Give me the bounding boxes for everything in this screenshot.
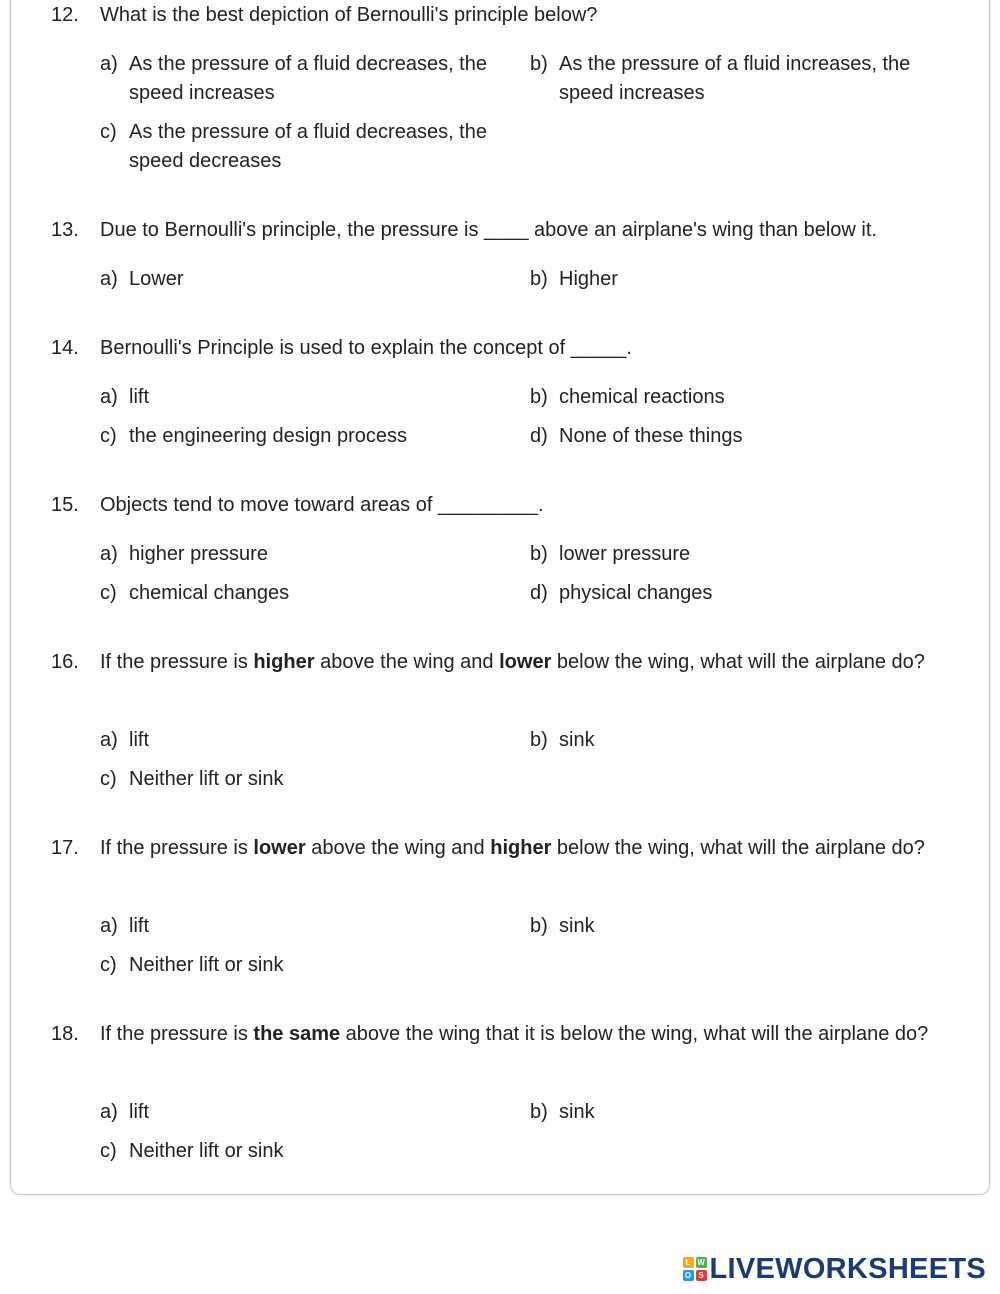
question-number: 17. (51, 837, 79, 859)
option-text: chemical changes (129, 582, 290, 604)
option-letter: b) (530, 268, 548, 290)
option-text: physical changes (559, 582, 713, 604)
option-text: sink (559, 729, 595, 751)
option-text: lift (129, 1101, 149, 1123)
question-text: Objects tend to move toward areas of _________. (100, 494, 544, 516)
option-letter: b) (530, 386, 548, 408)
option-letter: c) (100, 425, 117, 447)
option-text: chemical reactions (559, 386, 725, 408)
liveworksheets-logo-icon: L W O S (683, 1257, 707, 1281)
question-number: 18. (51, 1023, 79, 1045)
option-text: higher pressure (129, 543, 268, 565)
option-text: Neither lift or sink (129, 954, 284, 976)
option-text: lift (129, 729, 149, 751)
question-text: Bernoulli's Principle is used to explain the concept of _____. (100, 337, 632, 359)
question-text: If the pressure is higher above the wing and lower below the wing, what will the airplane do? (100, 651, 925, 673)
option-text: the engineering design process (129, 425, 407, 447)
option-text: lower pressure (559, 543, 691, 565)
option-letter: a) (100, 729, 118, 751)
option-letter: a) (100, 386, 118, 408)
question-number: 15. (51, 494, 79, 516)
option-letter: c) (100, 1140, 117, 1162)
option-text: sink (559, 1101, 595, 1123)
option-letter: b) (530, 1101, 548, 1123)
question-text: What is the best depiction of Bernoulli's principle below? (100, 4, 598, 26)
option-letter: c) (100, 582, 117, 604)
option-text: As the pressure of a fluid increases, the speed increases (559, 53, 911, 104)
option-text: None of these things (559, 425, 743, 447)
option-letter: a) (100, 53, 118, 75)
option-letter: a) (100, 1101, 118, 1123)
option-text: lift (129, 915, 149, 937)
liveworksheets-logo[interactable] (683, 1252, 987, 1286)
option-letter: a) (100, 543, 118, 565)
option-text: Higher (559, 268, 618, 290)
option-text: sink (559, 915, 595, 937)
option-letter: a) (100, 268, 118, 290)
option-letter: d) (530, 425, 548, 447)
option-text: Lower (129, 268, 184, 290)
question-number: 16. (51, 651, 79, 673)
option-letter: c) (100, 768, 117, 790)
logo-text: LIVEWORKSHEETS (709, 1252, 986, 1285)
question-number: 14. (51, 337, 79, 359)
option-letter: b) (530, 729, 548, 751)
option-letter: c) (100, 121, 117, 143)
question-text: Due to Bernoulli's principle, the pressure is ____ above an airplane's wing than below it. (100, 219, 877, 241)
question-text: If the pressure is lower above the wing and higher below the wing, what will the airplane do? (100, 837, 925, 859)
option-letter: b) (530, 915, 548, 937)
option-letter: d) (530, 582, 548, 604)
option-letter: c) (100, 954, 117, 976)
option-letter: a) (100, 915, 118, 937)
option-text: Neither lift or sink (129, 768, 284, 790)
question-text: If the pressure is the same above the wing that it is below the wing, what will the airplane do? (100, 1023, 929, 1045)
option-text: Neither lift or sink (129, 1140, 284, 1162)
option-text: As the pressure of a fluid decreases, the speed increases (129, 53, 487, 104)
option-text: As the pressure of a fluid decreases, the speed decreases (129, 121, 487, 172)
option-text: lift (129, 386, 149, 408)
option-letter: b) (530, 53, 548, 75)
question-number: 12. (51, 4, 79, 26)
option-letter: b) (530, 543, 548, 565)
question-number: 13. (51, 219, 79, 241)
